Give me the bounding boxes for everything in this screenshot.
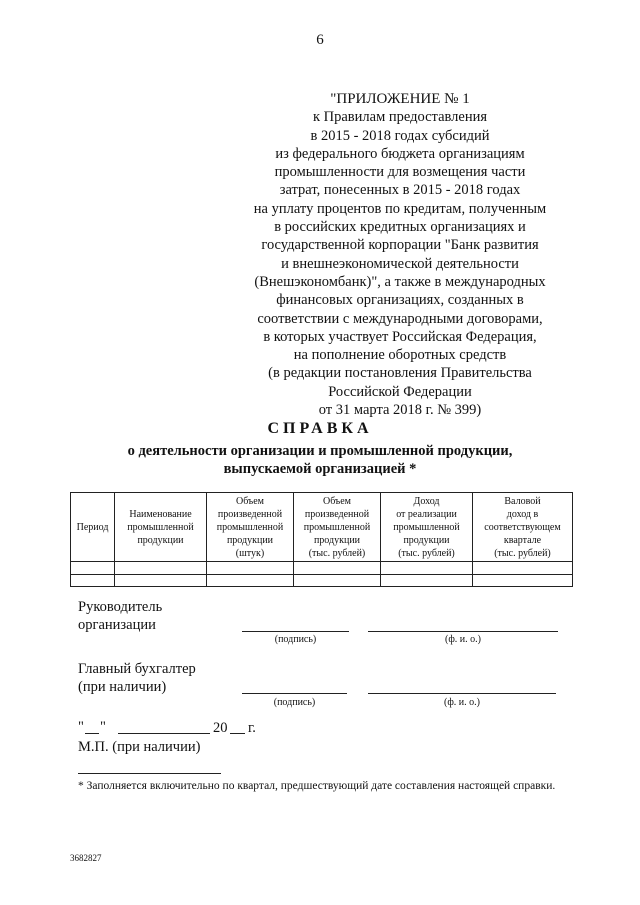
table-cell[interactable] [381,562,473,575]
table-cell[interactable] [115,562,207,575]
signature-caption: (подпись) [274,634,317,645]
footnote: * Заполняется включительно по квартал, предшествующий дате составления настоящей справки. [78,780,556,792]
appendix-header [235,90,565,419]
appendix-line: в российских кредитных организациях и [274,219,526,236]
report-table [70,492,573,587]
head-name-line[interactable] [368,631,558,632]
subtitle-line-2: выпускаемой организацией * [223,461,417,477]
appendix-line: (Внешэкономбанк)", а также в международных [254,273,546,290]
appendix-line: от 31 марта 2018 г. № 399) [318,402,482,419]
chief-accountant-label: Главный бухгалтер (при наличии) [78,661,196,695]
header-gross-income: Валовой доход в соответствующем квартале (тыс. рублей) [473,493,573,562]
document-title: СПРАВКА [267,420,373,437]
date-year-line[interactable] [230,733,245,734]
header-product-name: Наименование промышленной продукции [115,493,207,562]
table-row [71,562,573,575]
appendix-line: из федерального бюджета организациям [275,145,525,162]
table-cell[interactable] [115,575,207,587]
page-number: 6 [316,32,324,48]
table-cell[interactable] [294,562,381,575]
document-code: 3682827 [70,853,102,863]
date-month-line[interactable] [118,733,210,734]
date-year-suffix: г. [248,720,256,736]
appendix-line: финансовых организациях, созданных в [276,292,524,309]
appendix-line: в которых участвует Российская Федерация, [263,328,537,345]
table-cell[interactable] [207,575,294,587]
document-subtitle [60,442,580,478]
appendix-line: соответствии с международными договорами, [257,310,543,327]
header-period: Период [71,493,115,562]
head-label: Руководитель организации [78,599,163,633]
date-open-quote: " [78,719,84,735]
subtitle-line-1: о деятельности организации и промышленной продукции, [127,443,513,459]
header-volume-units: Объем произведенной промышленной продукции (штук) [207,493,294,562]
table-row [71,575,573,587]
date-close-quote: " [100,719,106,735]
chief-accountant-name-line[interactable] [368,693,556,694]
appendix-line: к Правилам предоставления [312,109,488,126]
table-cell[interactable] [294,575,381,587]
appendix-title: "ПРИЛОЖЕНИЕ № 1 [330,91,470,107]
chief-accountant-signature-line[interactable] [242,693,347,694]
appendix-line: на уплату процентов по кредитам, полученным [253,200,547,217]
footnote-divider [78,773,221,774]
appendix-line: государственной корпорации "Банк развития [261,237,539,254]
table-cell[interactable] [207,562,294,575]
header-sales-income: Доход от реализации промышленной продукции (тыс. рублей) [381,493,473,562]
appendix-line: на пополнение оборотных средств [293,347,507,364]
header-volume-rubles: Объем произведенной промышленной продукции (тыс. рублей) [294,493,381,562]
name-caption: (ф. и. о.) [444,697,480,708]
table-cell[interactable] [473,575,573,587]
signature-caption: (подпись) [273,697,316,708]
table-cell[interactable] [71,562,115,575]
table-cell[interactable] [71,575,115,587]
name-caption: (ф. и. о.) [445,634,481,645]
appendix-line: Российской Федерации [328,383,472,400]
table-cell[interactable] [381,575,473,587]
date-year-prefix: 20 [213,720,228,736]
appendix-line: (в редакции постановления Правительства [268,365,532,382]
appendix-line: и внешнеэкономической деятельности [281,255,519,272]
date-day-line[interactable] [85,733,99,734]
head-signature-line[interactable] [242,631,349,632]
table-cell[interactable] [473,562,573,575]
table-header-row [71,493,573,562]
appendix-line: промышленности для возмещения части [274,164,526,181]
stamp-label: М.П. (при наличии) [78,739,201,755]
appendix-line: в 2015 - 2018 годах субсидий [310,127,490,144]
appendix-line: затрат, понесенных в 2015 - 2018 годах [279,182,521,199]
